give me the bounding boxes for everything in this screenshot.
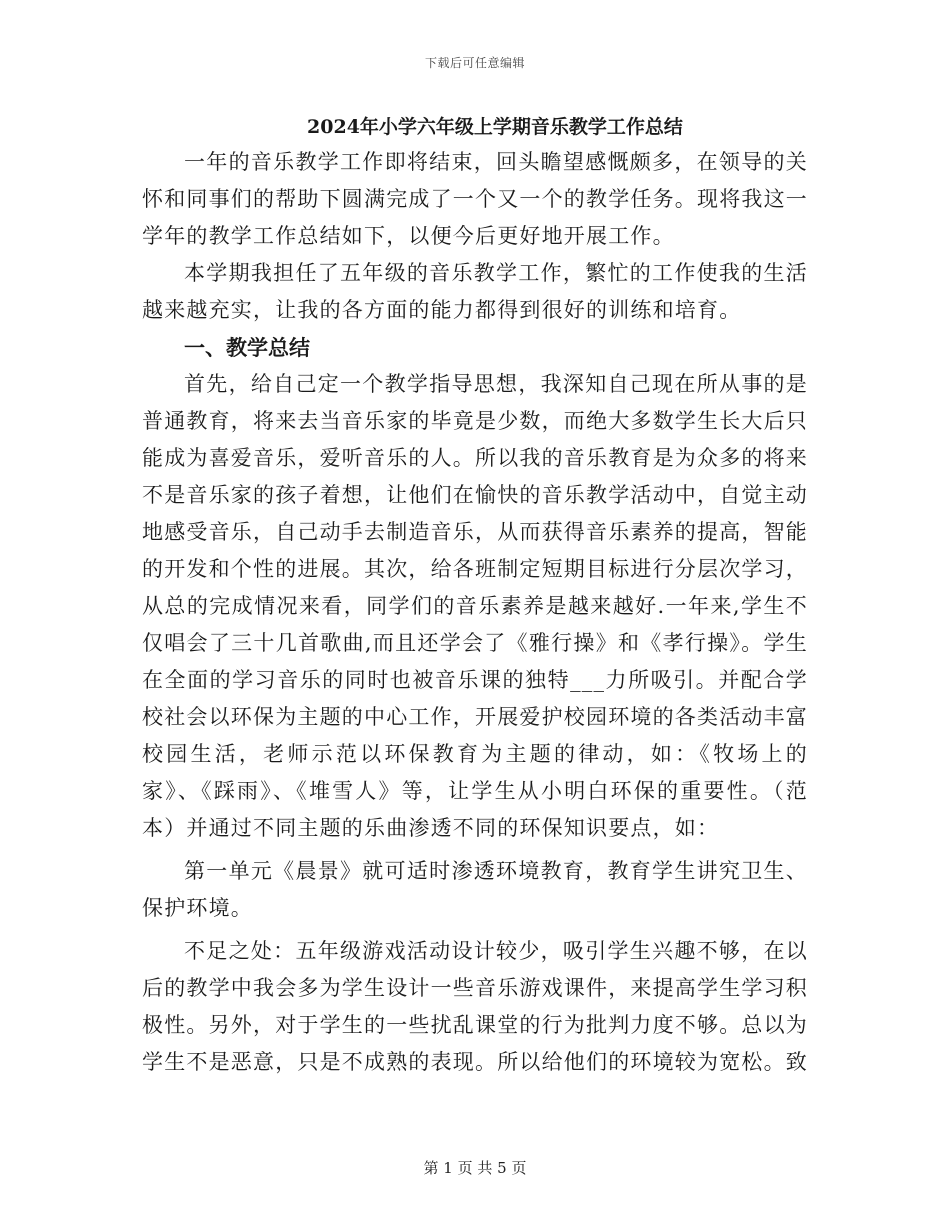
document-title: 2024年小学六年级上学期音乐教学工作总结 [307,116,683,138]
section-heading-teaching-summary: 一、教学总结 [184,335,310,360]
document-body [142,110,808,1081]
page-number: 第 1 页 共 5 页 [423,1159,527,1177]
intro-paragraph-1: 一年的音乐教学工作即将结束，回头瞻望感慨颇多，在领导的关怀和同事们的帮助下圆满完成了一个又一个的教学任务。现将我这一学年的教学工作总结如下，以便今后更好地开展工作。 [142,150,808,248]
intro-paragraph-2: 本学期我担任了五年级的音乐教学工作，繁忙的工作使我的生活越来越充实，让我的各方面的能力都得到很好的训练和培育。 [142,261,808,322]
section-1-paragraph-2: 第一单元《晨景》就可适时渗透环境教育，教育学生讲究卫生、保护环境。 [142,859,808,920]
section-1-paragraph-3: 不足之处：五年级游戏活动设计较少，吸引学生兴趣不够，在以后的教学中我会多为学生设计一些音乐游戏课件，来提高学生学习积极性。另外，对于学生的一些扰乱课堂的行为批判力度不够。总以为学生不是恶意，只是不成熟的表现。所以给他们的环境较为宽松。致 [142,939,808,1074]
section-1-paragraph-1: 首先，给自己定一个教学指导思想，我深知自己现在所从事的是普通教育，将来去当音乐家的毕竟是少数，而绝大多数学生长大后只能成为喜爱音乐，爱听音乐的人。所以我的音乐教育是为众多的将来不是音乐家的孩子着想，让他们在愉快的音乐教学活动中，自觉主动地感受音乐，自己动手去制造音乐，从而获得音乐素养的提高，智能的开发和个性的进展。其次，给各班制定短期目标进行分层次学习，从总的完成情况来看，同学们的音乐素养是越来越好.一年来,学生不仅唱会了三十几首歌曲,而且还学会了《雅行操》和《孝行操》。学生在全面的学习音乐的同时也被音乐课的独特___力所吸引。并配合学校社会以环保为主题的中心工作，开展爱护校园环境的各类活动丰富校园生活，老师示范以环保教育为主题的律动，如：《牧场上的家》、《踩雨》、《堆雪人》等，让学生从小明白环保的重要性。（范本）并通过不同主题的乐曲渗透不同的环保知识要点，如： [142,372,808,840]
header-note: 下载后可任意编辑 [424,56,525,70]
